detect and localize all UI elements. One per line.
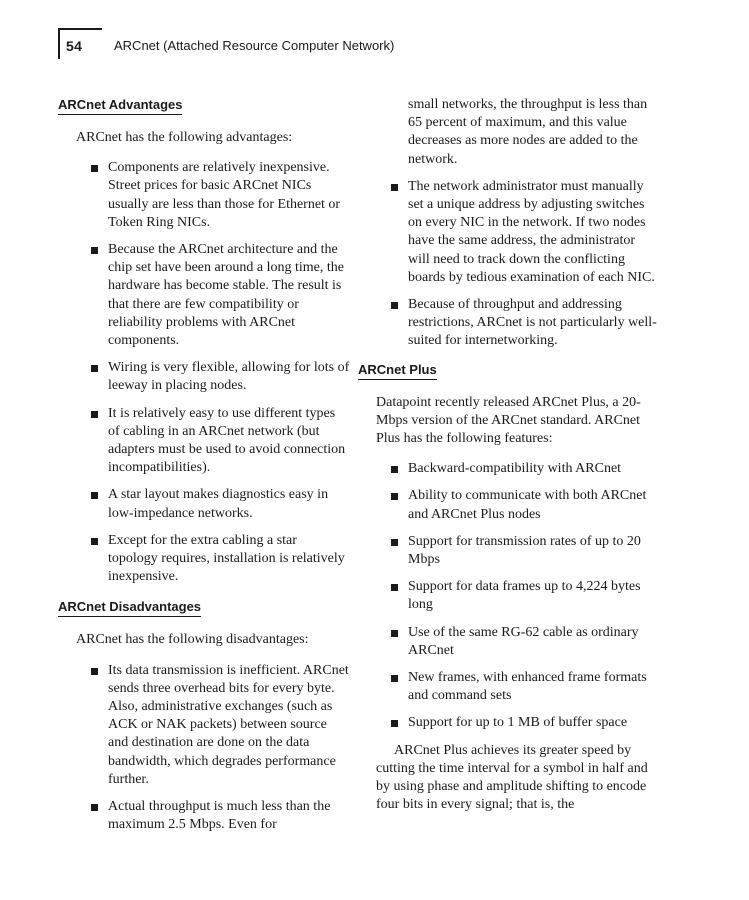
section-heading-advantages: ARCnet Advantages [58, 97, 182, 115]
bullet-icon [91, 411, 98, 418]
list-item [58, 159, 350, 232]
bullet-icon [391, 675, 398, 682]
arcnet-plus-intro: Datapoint recently released ARCnet Plus, a 20-Mbps version of the ARCnet standard. ARCnet Plus has the following features: [376, 394, 641, 447]
list-item-text: Components are relatively inexpensive. Street prices for basic ARCnet NICs usually are less than those for Ethernet or Token Ring NICs. [108, 160, 341, 230]
bullet-icon [91, 365, 98, 372]
disadvantages-list-continued [358, 178, 658, 351]
bullet-icon [91, 804, 98, 811]
bullet-icon [391, 720, 398, 727]
list-item [358, 296, 658, 351]
bullet-icon [391, 630, 398, 637]
list-item [58, 486, 350, 522]
list-item-text: The network administrator must manually set a unique address by adjusting switches on every NIC in the network. If two nodes have the same address, the administrator will need to track down the conflicting boards by tedious examination of each NIC. [408, 178, 655, 285]
list-item [58, 405, 350, 478]
list-item [58, 532, 350, 587]
bullet-icon [391, 302, 398, 309]
list-item [358, 178, 658, 287]
list-item [358, 669, 658, 705]
list-item-text: It is relatively easy to use different types of cabling in an ARCnet network (but adapters must be used to avoid connection incompatibilities). [108, 405, 346, 476]
list-item-text: Support for up to 1 MB of buffer space [408, 715, 628, 731]
list-item [358, 533, 658, 569]
page-number: 54 [66, 38, 83, 54]
list-item [58, 241, 350, 350]
list-item-text: A star layout makes diagnostics easy in low-impedance networks. [108, 487, 329, 521]
list-item [58, 798, 350, 834]
bullet-icon [91, 668, 98, 675]
left-column [58, 96, 350, 844]
section-heading-disadvantages: ARCnet Disadvantages [58, 599, 201, 617]
bullet-icon [391, 466, 398, 473]
list-item-text: Wiring is very flexible, allowing for lots of leeway in placing nodes. [108, 360, 350, 394]
list-item [358, 714, 658, 732]
list-item [358, 487, 658, 523]
list-item-text: Backward-compatibility with ARCnet [408, 461, 622, 477]
list-item-text: Actual throughput is much less than the maximum 2.5 Mbps. Even for [108, 799, 331, 833]
list-item-text: New frames, with enhanced frame formats and command sets [408, 670, 647, 704]
disadvantages-list [58, 662, 350, 835]
bullet-icon [391, 584, 398, 591]
page-header [58, 28, 698, 60]
list-item-text: Ability to communicate with both ARCnet and ARCnet Plus nodes [408, 488, 647, 522]
list-item [58, 359, 350, 395]
bullet-icon [91, 165, 98, 172]
header-rule-top [58, 28, 102, 30]
bullet-icon [91, 247, 98, 254]
list-item [58, 662, 350, 789]
closing-paragraph: ARCnet Plus achieves its greater speed by cutting the time interval for a symbol in half and by using phase and amplitude shifting to encode four bits in every signal; that is, the [376, 742, 648, 813]
bullet-icon [391, 184, 398, 191]
bullet-icon [91, 538, 98, 545]
advantages-list [58, 159, 350, 586]
list-item-text: Because of throughput and addressing restrictions, ARCnet is not particularly well-suited for internetworking. [408, 297, 657, 349]
list-item-text: Except for the extra cabling a star topology requires, installation is relatively inexpensive. [108, 532, 345, 585]
disadvantages-intro: ARCnet has the following disadvantages: [76, 632, 309, 648]
continued-list-item-text: small networks, the throughput is less than 65 percent of maximum, and this value decreases as more nodes are added to the network. [408, 97, 648, 167]
list-item-text: Support for data frames up to 4,224 bytes long [408, 579, 641, 613]
right-column [358, 96, 658, 815]
list-item [358, 624, 658, 660]
advantages-intro: ARCnet has the following advantages: [76, 130, 293, 145]
features-list [358, 460, 658, 732]
list-item [358, 578, 658, 614]
list-item [358, 460, 658, 478]
section-heading-arcnet-plus: ARCnet Plus [358, 362, 437, 380]
list-item-text: Support for transmission rates of up to 20 Mbps [408, 533, 641, 568]
list-item-text: Its data transmission is inefficient. ARCnet sends three overhead bits for every byte. Also, administrative exchanges (such as ACK or NAK packets) between source and destination are done on the data bandwidth, which degrades performance further. [108, 662, 349, 787]
running-title: ARCnet (Attached Resource Computer Network) [114, 38, 395, 53]
bullet-icon [391, 539, 398, 546]
list-item-text: Because the ARCnet architecture and the chip set have been around a long time, the hardware has become stable. The result is that there are few compatibility or reliability problems with ARCnet components. [108, 242, 344, 349]
bullet-icon [91, 492, 98, 499]
header-rule [58, 28, 60, 59]
list-item-text: Use of the same RG-62 cable as ordinary ARCnet [408, 624, 639, 658]
bullet-icon [391, 493, 398, 500]
